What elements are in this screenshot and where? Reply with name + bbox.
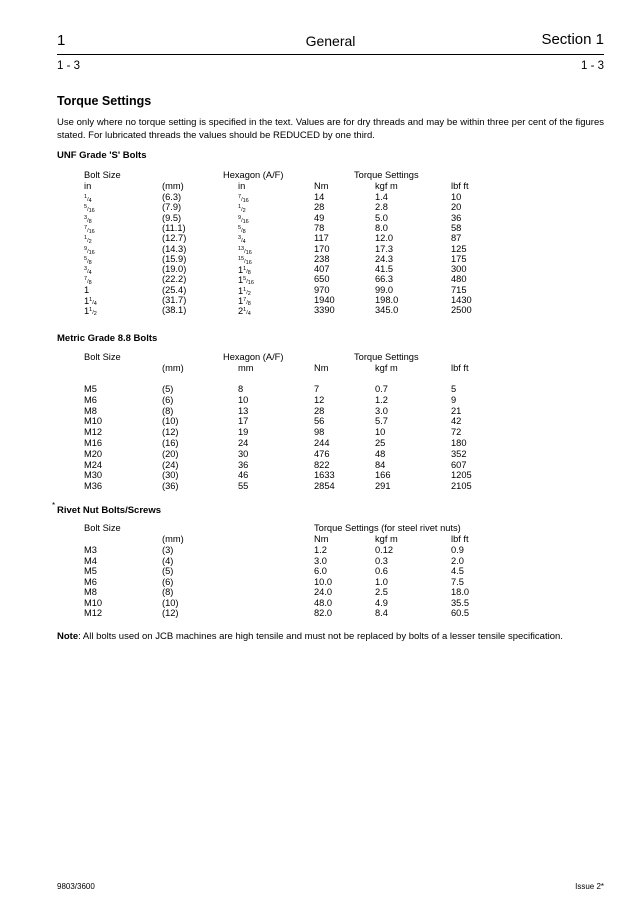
bolt-size-mm: (5)	[162, 566, 174, 576]
bolt-size: M5	[84, 384, 97, 394]
hexagon-size: 19	[238, 427, 249, 438]
fraction: $^1/_4$	[84, 194, 92, 204]
table-row	[0, 556, 638, 566]
torque-lbf: 352	[451, 448, 467, 459]
hexagon-size: $1^1/_8$	[238, 265, 251, 277]
bolt-size-mm: (6)	[162, 394, 174, 405]
table-subheader-row	[0, 181, 638, 191]
torque-kgf: 1.4	[375, 192, 388, 202]
torque-kgf: 2.8	[375, 202, 388, 213]
torque-kgf: 0.3	[375, 555, 388, 566]
torque-lbf: 7.5	[451, 576, 464, 587]
torque-lbf: 21	[451, 405, 462, 416]
bolt-size-mm: (11.1)	[162, 222, 186, 233]
col-heading-torque: Torque Settings (for steel rivet nuts)	[314, 523, 461, 533]
chapter-title: General	[305, 33, 356, 49]
torque-kgf: 291	[375, 481, 391, 492]
col-heading-lbf: lbf ft	[451, 363, 469, 373]
bolt-size-in: 1	[84, 284, 90, 295]
bolt-size: M36	[84, 481, 103, 492]
bolt-size-mm: (20)	[162, 448, 179, 459]
fraction: $^1/_4$	[243, 307, 251, 318]
bolt-size-mm: (19.0)	[162, 264, 187, 275]
col-heading-mm: (mm)	[162, 363, 184, 373]
table-header-row	[0, 523, 638, 533]
table-header-row	[0, 352, 638, 362]
table-row	[0, 213, 638, 223]
table-row	[0, 254, 638, 264]
torque-kgf: 2.5	[375, 587, 388, 597]
fraction: $^{13}/_{16}$	[238, 245, 252, 256]
fraction: $^3/_8$	[84, 214, 92, 225]
intro-paragraph: Use only where no torque setting is specified in the text. Values are for dry threads and may be within three per cent of the figures stated. For lubricated threads the values should be REDUCED by one third.	[57, 117, 604, 141]
table-row	[0, 449, 638, 459]
col-heading-kgf: kgf m	[375, 534, 398, 544]
issue-label: Issue 2*	[575, 882, 604, 891]
rivet-section-title: Rivet Nut Bolts/Screws	[57, 505, 161, 516]
fraction: $^7/_8$	[84, 276, 92, 287]
torque-lbf: 715	[451, 284, 467, 295]
hexagon-size: 55	[238, 481, 249, 492]
hexagon-size: $1^5/_{16}$	[238, 275, 254, 287]
torque-lbf: 9	[451, 394, 457, 405]
bolt-size-mm: (25.4)	[162, 284, 187, 295]
torque-nm: 822	[314, 459, 330, 470]
page-number-left: 1 - 3	[57, 60, 81, 72]
hexagon-size: 24	[238, 438, 249, 448]
bolt-size-mm: (10)	[162, 597, 179, 608]
table-row	[0, 395, 638, 405]
table-row	[0, 384, 638, 394]
torque-lbf: 1205	[451, 470, 472, 481]
table-row	[0, 427, 638, 437]
col-heading-nm: Nm	[314, 363, 329, 373]
note-label: Note	[57, 631, 79, 642]
table-row	[0, 233, 638, 246]
fraction: $^1/_8$	[243, 266, 251, 277]
fraction: $^9/_{16}$	[238, 214, 249, 225]
hexagon-size: $2^1/_4$	[238, 306, 251, 318]
bolt-size-mm: (6)	[162, 576, 174, 587]
torque-nm: 244	[314, 438, 330, 448]
note-paragraph	[57, 631, 563, 642]
table-row	[0, 202, 638, 215]
torque-kgf: 198.0	[375, 295, 399, 305]
fraction: $^{15}/_{16}$	[238, 255, 252, 266]
torque-lbf: 480	[451, 274, 467, 285]
fraction: $^1/_4$	[89, 297, 97, 307]
bolt-size-mm: (38.1)	[162, 305, 187, 316]
col-heading-hex-mm: mm	[238, 363, 254, 373]
torque-kgf: 166	[375, 470, 391, 481]
torque-nm: 170	[314, 243, 330, 254]
bolt-size-mm: (6.3)	[162, 192, 182, 202]
fraction: $^1/_2$	[84, 235, 92, 246]
torque-nm: 14	[314, 192, 325, 202]
bolt-size: M5	[84, 566, 97, 576]
table-row	[0, 587, 638, 597]
bolt-size-in: $1^1/_4$	[84, 296, 97, 307]
torque-lbf: 2105	[451, 481, 472, 492]
fraction: $^5/_8$	[84, 255, 92, 266]
fraction: $^5/_8$	[238, 224, 246, 235]
note-text: : All bolts used on JCB machines are high tensile and must not be replaced by bolts of a lesser tensile specification.	[78, 631, 563, 642]
torque-lbf: 36	[451, 212, 462, 223]
bolt-size-mm: (30)	[162, 470, 179, 481]
torque-kgf: 17.3	[375, 243, 394, 254]
table-row	[0, 460, 638, 470]
table-row	[0, 406, 638, 416]
torque-lbf: 0.9	[451, 545, 464, 555]
torque-lbf: 1430	[451, 295, 472, 305]
table-row	[0, 192, 638, 202]
bolt-size-mm: (12)	[162, 608, 179, 618]
fraction: $^9/_{16}$	[84, 245, 95, 256]
table-row	[0, 608, 638, 618]
torque-kgf: 3.0	[375, 405, 388, 416]
bolt-size: M10	[84, 597, 103, 608]
col-heading-hexagon: Hexagon (A/F)	[223, 352, 284, 362]
col-heading-nm: Nm	[314, 181, 329, 191]
fraction: $^3/_4$	[238, 235, 246, 246]
fraction: $^1/_2$	[89, 307, 97, 318]
table-header-row	[0, 170, 638, 180]
torque-lbf: 300	[451, 264, 467, 275]
torque-nm: 28	[314, 202, 325, 213]
torque-lbf: 87	[451, 233, 462, 244]
col-heading-torque: Torque Settings	[354, 352, 419, 362]
bolt-size: M6	[84, 576, 97, 587]
torque-kgf: 48	[375, 448, 386, 459]
fraction: $^3/_4$	[84, 266, 92, 277]
fraction: $^5/_{16}$	[243, 276, 254, 287]
torque-nm: 12	[314, 394, 325, 405]
hexagon-size: 46	[238, 470, 249, 481]
torque-kgf: 8.4	[375, 608, 388, 618]
col-heading-hex-in: in	[238, 181, 246, 191]
bolt-size: M16	[84, 438, 103, 448]
torque-nm: 3.0	[314, 555, 327, 566]
bolt-size-mm: (7.9)	[162, 202, 182, 213]
fraction: $^7/_8$	[243, 297, 251, 307]
torque-nm: 28	[314, 405, 325, 416]
torque-kgf: 25	[375, 438, 386, 448]
fraction: $^5/_{16}$	[84, 204, 95, 215]
bolt-size: M3	[84, 545, 97, 555]
page-number-right: 1 - 3	[580, 60, 604, 72]
torque-nm: 1633	[314, 470, 335, 481]
hexagon-size: 13	[238, 405, 249, 416]
torque-lbf: 18.0	[451, 587, 470, 597]
col-heading-bolt-size: Bolt Size	[84, 523, 121, 533]
torque-kgf: 345.0	[375, 305, 399, 316]
torque-kgf: 99.0	[375, 284, 394, 295]
unf-section-title: UNF Grade 'S' Bolts	[57, 150, 147, 161]
table-row	[0, 223, 638, 233]
bolt-size: M30	[84, 470, 103, 481]
bolt-size: M8	[84, 405, 97, 416]
torque-nm: 407	[314, 264, 330, 275]
torque-nm: 98	[314, 427, 325, 438]
hexagon-size: 8	[238, 384, 244, 394]
hexagon-size: 10	[238, 394, 249, 405]
torque-nm: 48.0	[314, 597, 333, 608]
col-heading-hexagon: Hexagon (A/F)	[223, 170, 284, 180]
table-row	[0, 470, 638, 480]
bolt-size-mm: (3)	[162, 545, 174, 555]
bolt-size: M10	[84, 416, 103, 427]
revision-marker: *	[52, 501, 56, 510]
torque-lbf: 60.5	[451, 608, 470, 618]
col-heading-nm: Nm	[314, 534, 329, 544]
bolt-size-mm: (24)	[162, 459, 179, 470]
torque-kgf: 8.0	[375, 222, 388, 233]
col-heading-mm: (mm)	[162, 534, 184, 544]
bolt-size-mm: (16)	[162, 438, 179, 448]
fraction: $^1/_2$	[238, 204, 246, 215]
torque-nm: 6.0	[314, 566, 327, 576]
fraction: $^7/_{16}$	[84, 224, 95, 235]
torque-lbf: 125	[451, 243, 467, 254]
section-label: Section 1	[541, 31, 604, 48]
table-row	[0, 438, 638, 448]
bolt-size-mm: (14.3)	[162, 243, 187, 254]
torque-nm: 1940	[314, 295, 335, 305]
hexagon-size: $1^7/_8$	[238, 296, 251, 307]
torque-kgf: 66.3	[375, 274, 394, 285]
torque-kgf: 84	[375, 459, 386, 470]
hexagon-size: 17	[238, 416, 249, 427]
table-row	[0, 305, 638, 318]
torque-lbf: 35.5	[451, 597, 470, 608]
torque-kgf: 5.0	[375, 212, 388, 223]
torque-kgf: 1.0	[375, 576, 388, 587]
torque-lbf: 2500	[451, 305, 472, 316]
bolt-size: M12	[84, 427, 103, 438]
bolt-size-in: $1^1/_2$	[84, 306, 97, 318]
torque-nm: 2854	[314, 481, 335, 492]
col-heading-lbf: lbf ft	[451, 534, 469, 544]
table-row	[0, 416, 638, 426]
torque-kgf: 5.7	[375, 416, 388, 427]
table-row	[0, 481, 638, 491]
bolt-size-mm: (36)	[162, 481, 179, 492]
table-row	[0, 295, 638, 305]
table-subheader-row	[0, 534, 638, 544]
table-subheader-row	[0, 363, 638, 373]
col-heading-bolt-size: Bolt Size	[84, 170, 121, 180]
torque-kgf: 41.5	[375, 264, 394, 275]
bolt-size: M12	[84, 608, 103, 618]
table-row	[0, 545, 638, 555]
table-row	[0, 285, 638, 295]
torque-lbf: 42	[451, 416, 462, 427]
torque-nm: 78	[314, 222, 325, 233]
bolt-size-mm: (12.7)	[162, 233, 187, 244]
torque-kgf: 0.6	[375, 566, 388, 576]
col-heading-kgf: kgf m	[375, 363, 398, 373]
hexagon-size: 36	[238, 459, 249, 470]
torque-lbf: 10	[451, 192, 462, 202]
torque-lbf: 72	[451, 427, 462, 438]
bolt-size: M24	[84, 459, 103, 470]
torque-kgf: 24.3	[375, 253, 394, 264]
bolt-size-mm: (4)	[162, 555, 174, 566]
torque-nm: 56	[314, 416, 325, 427]
page-title: Torque Settings	[57, 94, 152, 108]
torque-nm: 117	[314, 233, 329, 244]
torque-nm: 7	[314, 384, 320, 394]
document-number: 9803/3600	[57, 882, 95, 891]
torque-kgf: 10	[375, 427, 386, 438]
torque-nm: 82.0	[314, 608, 333, 618]
bolt-size: M20	[84, 448, 103, 459]
bolt-size-mm: (22.2)	[162, 274, 187, 285]
torque-nm: 3390	[314, 305, 335, 316]
torque-nm: 24.0	[314, 587, 333, 597]
torque-lbf: 607	[451, 459, 467, 470]
table-row	[0, 577, 638, 587]
torque-nm: 49	[314, 212, 325, 223]
bolt-size: M8	[84, 587, 97, 597]
torque-lbf: 20	[451, 202, 462, 213]
torque-lbf: 2.0	[451, 555, 464, 566]
table-row	[0, 274, 638, 287]
col-heading-in: in	[84, 181, 92, 191]
bolt-size: M4	[84, 555, 97, 566]
bolt-size: M6	[84, 394, 97, 405]
bolt-size-mm: (8)	[162, 405, 174, 416]
torque-nm: 650	[314, 274, 330, 285]
page-header	[57, 32, 604, 55]
torque-nm: 970	[314, 284, 330, 295]
bolt-size-mm: (12)	[162, 427, 179, 438]
torque-lbf: 5	[451, 384, 457, 394]
col-heading-kgf: kgf m	[375, 181, 398, 191]
torque-lbf: 180	[451, 438, 467, 448]
bolt-size-mm: (15.9)	[162, 253, 187, 264]
bolt-size-mm: (5)	[162, 384, 174, 394]
bolt-size-mm: (10)	[162, 416, 179, 427]
hexagon-size: 30	[238, 448, 249, 459]
fraction: $^7/_{16}$	[238, 194, 249, 204]
table-row	[0, 566, 638, 576]
torque-lbf: 58	[451, 222, 462, 233]
fraction: $^1/_2$	[243, 286, 251, 297]
col-heading-bolt-size: Bolt Size	[84, 352, 121, 362]
torque-lbf: 4.5	[451, 566, 464, 576]
torque-kgf: 4.9	[375, 597, 388, 608]
torque-lbf: 175	[451, 253, 467, 264]
bolt-size-mm: (9.5)	[162, 212, 182, 223]
torque-nm: 1.2	[314, 545, 327, 555]
torque-kgf: 12.0	[375, 233, 394, 244]
col-heading-mm: (mm)	[162, 181, 184, 191]
bolt-size-mm: (31.7)	[162, 295, 187, 305]
col-heading-lbf: lbf ft	[451, 181, 469, 191]
torque-kgf: 1.2	[375, 394, 388, 405]
hexagon-size: $1^1/_2$	[238, 285, 251, 297]
table-row	[0, 264, 638, 277]
chapter-number: 1	[57, 32, 66, 49]
table-row	[0, 598, 638, 608]
torque-nm: 476	[314, 448, 330, 459]
bolt-size-mm: (8)	[162, 587, 174, 597]
torque-nm: 238	[314, 253, 330, 264]
torque-nm: 10.0	[314, 576, 333, 587]
metric-section-title: Metric Grade 8.8 Bolts	[57, 333, 158, 344]
col-heading-torque: Torque Settings	[354, 170, 419, 180]
torque-kgf: 0.12	[375, 545, 394, 555]
table-row	[0, 244, 638, 254]
torque-kgf: 0.7	[375, 384, 388, 394]
